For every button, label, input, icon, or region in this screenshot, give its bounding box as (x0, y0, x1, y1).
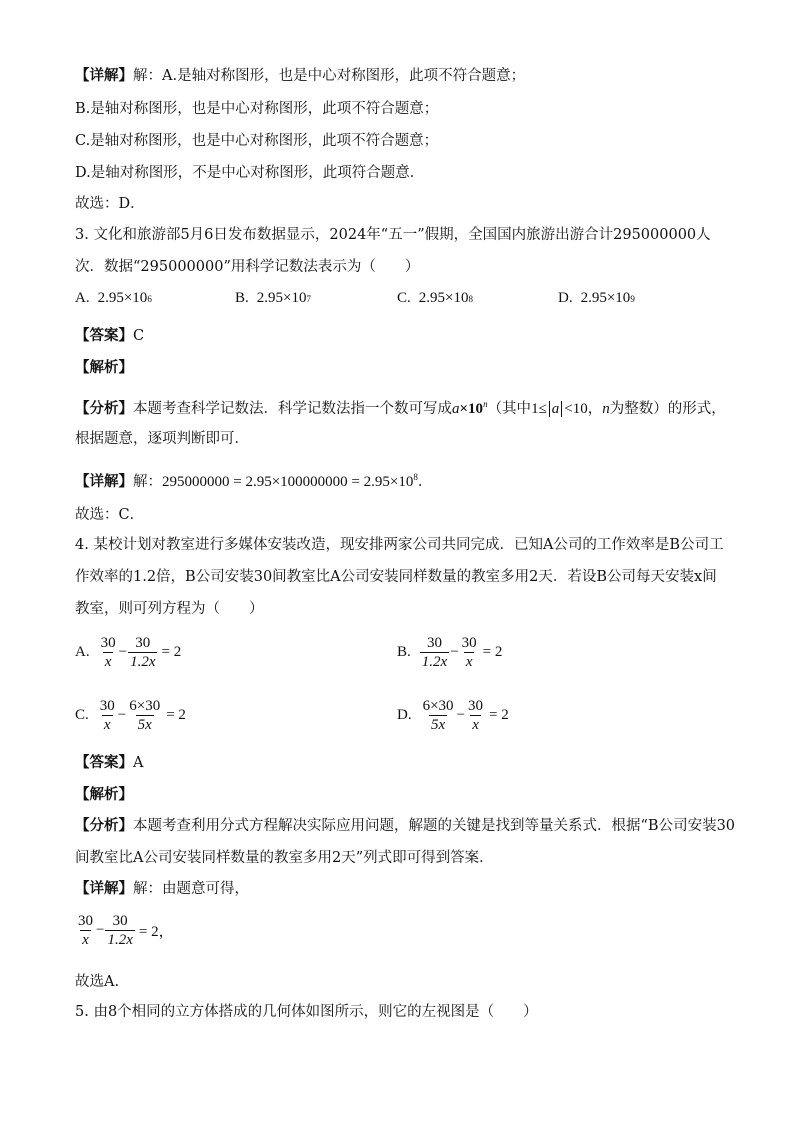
q4-fraction: $\frac{6\times 30}{5x}$ (129, 698, 161, 733)
q2-detail-line-2: B.是轴对称图形，也是中心对称图形，此项不符合题意； (75, 101, 439, 117)
q4-detail-tag: 【详解】 (75, 881, 133, 897)
q4-equation (75, 912, 174, 949)
q3-option-base: 2.95×10 (418, 290, 469, 306)
q3-option-base: 2.95×10 (580, 290, 631, 306)
q3-option-c (397, 290, 473, 307)
q3-fenxi-n: n (602, 401, 610, 417)
q4-rhs: = 2 (161, 644, 182, 660)
q4-rhs: = 2 (489, 707, 509, 723)
q3-option-label: B. (235, 290, 249, 306)
q3-option-label: D. (558, 290, 573, 306)
q3-fenxi-text-b: （其中 (487, 401, 532, 417)
q4-stem-line-1: 4. 某校计划对教室进行多媒体安装改造，现安排两家公司共同完成．已知A公司的工作效率是B公司工 (75, 537, 724, 553)
q4-minus: − (118, 644, 128, 660)
q4-minus: − (456, 707, 466, 723)
q4-fenxi-text: 本题考查利用分式方程解决实际应用问题，解题的关键是找到等量关系式．根据“B公司安装30 (133, 818, 736, 834)
q4-fraction: $\frac{30}{x}$ (468, 698, 484, 733)
q3-analysis-tag: 【解析】 (75, 360, 133, 376)
q4-option-a (75, 634, 181, 671)
q4-fraction: $\frac{30}{1.2x}$ (421, 635, 448, 670)
q4-option-b (397, 634, 502, 671)
q2-detail-line-4: D.是轴对称图形，不是中心对称图形，此项符合题意． (75, 165, 425, 181)
q4-fraction: $\frac{30}{1.2x}$ (130, 635, 156, 670)
q4-answer-value: A (133, 755, 144, 771)
q3-choose: 故选：C． (75, 507, 145, 523)
q4-option-label: A. (75, 644, 90, 660)
q3-detail-math: $295000000 = 2.95\times 100000000 = 2.95\times 10^8$ (162, 472, 418, 490)
q3-fenxi-text-d: 为整数）的形式， (609, 401, 726, 417)
q4-option-label: C. (75, 707, 89, 723)
q4-rhs: = 2 (166, 707, 186, 723)
q4-answer (75, 753, 143, 773)
q3-option-b (235, 290, 311, 307)
q3-detail-tag: 【详解】 (75, 474, 133, 490)
q4-fenxi-tag: 【分析】 (75, 818, 133, 834)
q4-rhs: = 2， (138, 924, 174, 940)
q4-detail (75, 879, 249, 899)
q3-detail-end: ． (417, 474, 433, 490)
q4-rhs: = 2 (482, 644, 503, 660)
q2-detail-text-1: 解：A.是轴对称图形，也是中心对称图形，此项不符合题意； (133, 68, 526, 84)
q4-minus: − (96, 922, 105, 938)
q2-choose: 故选：D． (75, 196, 145, 212)
q4-fenxi-line-1 (75, 816, 735, 836)
q2-detail-line-3: C.是轴对称图形，也是中心对称图形，此项不符合题意； (75, 133, 439, 149)
q3-fenxi-formula: $a\times 10^n$ (452, 399, 488, 417)
q3-fenxi-text-a: 本题考查科学记数法．科学记数法指一个数可写成 (133, 401, 452, 417)
q3-option-d (558, 290, 635, 307)
q4-minus: − (117, 707, 127, 723)
q3-fenxi-text-c: ， (587, 401, 603, 417)
q4-answer-tag: 【答案】 (75, 755, 133, 771)
q3-option-label: C. (397, 290, 411, 306)
q3-answer-value: C (133, 328, 145, 344)
q4-stem-line-2: 作效率的1.2倍，B公司安装30间教室比A公司安装同样数量的教室多用2天．若设B公司每天安装x间 (75, 569, 717, 585)
q3-option-exp: 9 (630, 293, 635, 304)
q4-choose: 故选A. (75, 974, 120, 990)
q4-stem-line-3: 教室，则可列方程为（ ） (75, 601, 264, 617)
q3-option-label: A. (75, 290, 90, 306)
q3-option-a (75, 290, 152, 307)
q4-option-d (397, 697, 509, 734)
q4-fraction: $\frac{30}{x}$ (100, 635, 116, 670)
q4-option-c (75, 697, 186, 734)
q4-fraction: $\frac{30}{1.2x}$ (107, 913, 133, 948)
q3-fenxi-tag: 【分析】 (75, 401, 133, 417)
q4-option-label: B. (397, 644, 411, 660)
q3-answer-tag: 【答案】 (75, 328, 133, 344)
q5-stem: 5. 由8个相同的立方体搭成的几何体如图所示，则它的左视图是（ ） (75, 1004, 538, 1020)
q3-detail (75, 467, 432, 492)
q4-analysis-tag: 【解析】 (75, 787, 133, 803)
q4-fraction: $\frac{30}{x}$ (99, 698, 115, 733)
q4-fraction: $\frac{30}{x}$ (78, 913, 93, 948)
q4-detail-text: 解：由题意可得， (133, 881, 249, 897)
q3-stem-line-1: 3. 文化和旅游部5月6日发布数据显示，2024年“五一”假期，全国国内旅游出游合计295000000人 (75, 227, 711, 243)
q3-answer (75, 326, 144, 346)
q4-option-label: D. (397, 707, 412, 723)
q3-fenxi-line-1 (75, 394, 726, 419)
q4-fraction: $\frac{30}{x}$ (461, 635, 477, 670)
q3-option-base: 2.95×10 (256, 290, 307, 306)
q3-option-exp: 6 (147, 293, 152, 304)
q3-stem-line-2: 次．数据“295000000”用科学记数法表示为（ ） (75, 259, 420, 275)
q2-detail-tag: 【详解】 (75, 68, 133, 84)
q2-detail-line-1 (75, 66, 525, 86)
q4-fenxi-line-2: 间教室比A公司安装同样数量的教室多用2天”列式即可得到答案． (75, 850, 494, 866)
q4-fraction: $\frac{6\times 30}{5x}$ (422, 698, 454, 733)
q3-option-exp: 8 (468, 293, 473, 304)
q3-fenxi-line-2: 根据题意，逐项判断即可． (75, 431, 249, 447)
q4-minus: − (450, 644, 459, 660)
q3-option-base: 2.95×10 (97, 290, 148, 306)
q3-fenxi-range: 1≤ a <10 (531, 401, 588, 417)
q3-detail-text: 解： (133, 474, 162, 490)
q3-option-exp: 7 (306, 293, 311, 304)
